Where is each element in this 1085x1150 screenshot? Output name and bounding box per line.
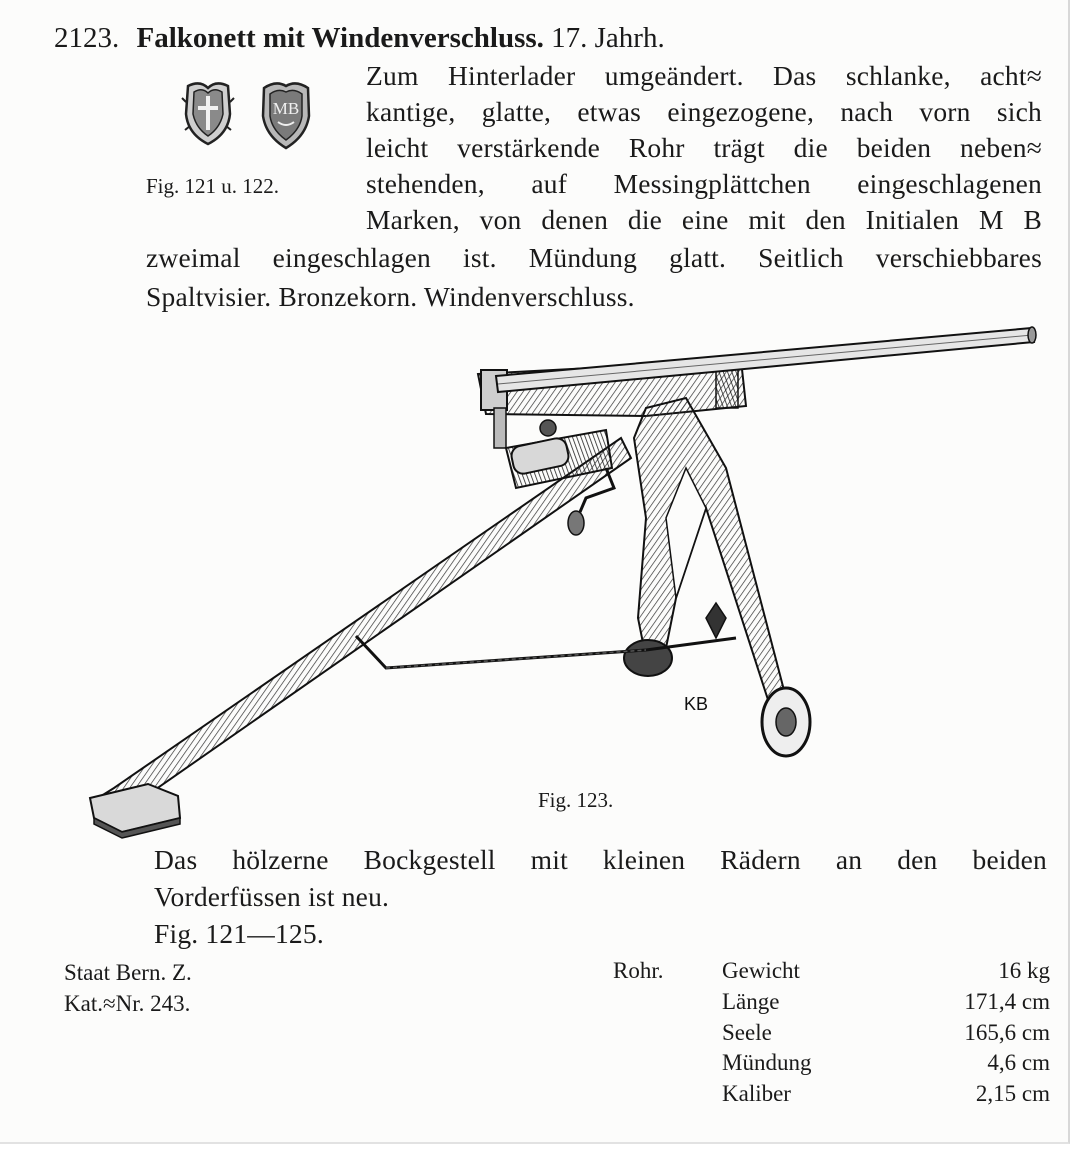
spec-value-bore: 165,6 cm [964,1020,1050,1045]
shield-cross-mark-icon [182,83,234,144]
owner-line-2: Kat.≈Nr. 243. [64,991,191,1016]
description-line-3: leicht verstärkende Rohr trägt die beiden neben≈ [366,132,1042,163]
trestle-wheel [762,688,810,756]
entry-heading [54,22,665,55]
description-line-2: kantige, glatte, etwas eingezogene, nach vorn sich [366,96,1042,127]
spec-value-caliber: 2,15 cm [975,1081,1050,1106]
description-line-6: zweimal eingeschlagen ist. Mündung glatt. Seitlich verschiebbares [146,242,1042,273]
falconet-engraving [86,318,1046,848]
description-line-4: stehenden, auf Messingplättchen eingeschlagenen [366,168,1042,199]
spec-label-bore: Seele [722,1020,772,1045]
makers-marks [180,78,330,158]
front-trestle [624,398,786,706]
spec-value-muzzle: 4,6 cm [987,1050,1050,1075]
description-line-7: Spaltvisier. Bronzekorn. Windenverschluss. [146,281,635,312]
entry-number: 2123. [54,22,120,54]
specs-group-label: Rohr. [613,958,664,983]
entry-title: Falkonett mit Windenverschluss. [136,22,544,54]
owner-line-1: Staat Bern. Z. [64,960,192,985]
spec-label-weight: Gewicht [722,958,800,983]
description-line-5: Marken, von denen die eine mit den Initialen M B [366,204,1042,235]
spec-label-muzzle: Mündung [722,1050,812,1075]
gun-barrel [496,327,1036,392]
marks-caption: Fig. 121 u. 122. [146,174,280,198]
entry-century: 17. Jahrh. [551,22,665,54]
description-line-1: Zum Hinterlader umgeändert. Das schlanke, acht≈ [366,60,1042,91]
spec-label-caliber: Kaliber [722,1081,791,1106]
spec-label-length: Länge [722,989,780,1014]
spec-value-weight: 16 kg [998,958,1050,983]
trail-foot-block [90,784,180,838]
note-line-1: Das hölzerne Bockgestell mit kleinen Rädern an den beiden [154,844,1047,875]
mark-mb-letters: MB [272,99,300,118]
note-line-2: Vorderfüssen ist neu. [154,881,390,912]
tie-rod [356,603,736,668]
spec-value-length: 171,4 cm [964,989,1050,1014]
engraver-signature: KB [684,694,709,714]
shield-mb-mark-icon [263,83,309,148]
note-line-3: Fig. 121—125. [154,918,324,949]
trail-beam [98,438,631,810]
figure-caption: Fig. 123. [538,788,614,812]
